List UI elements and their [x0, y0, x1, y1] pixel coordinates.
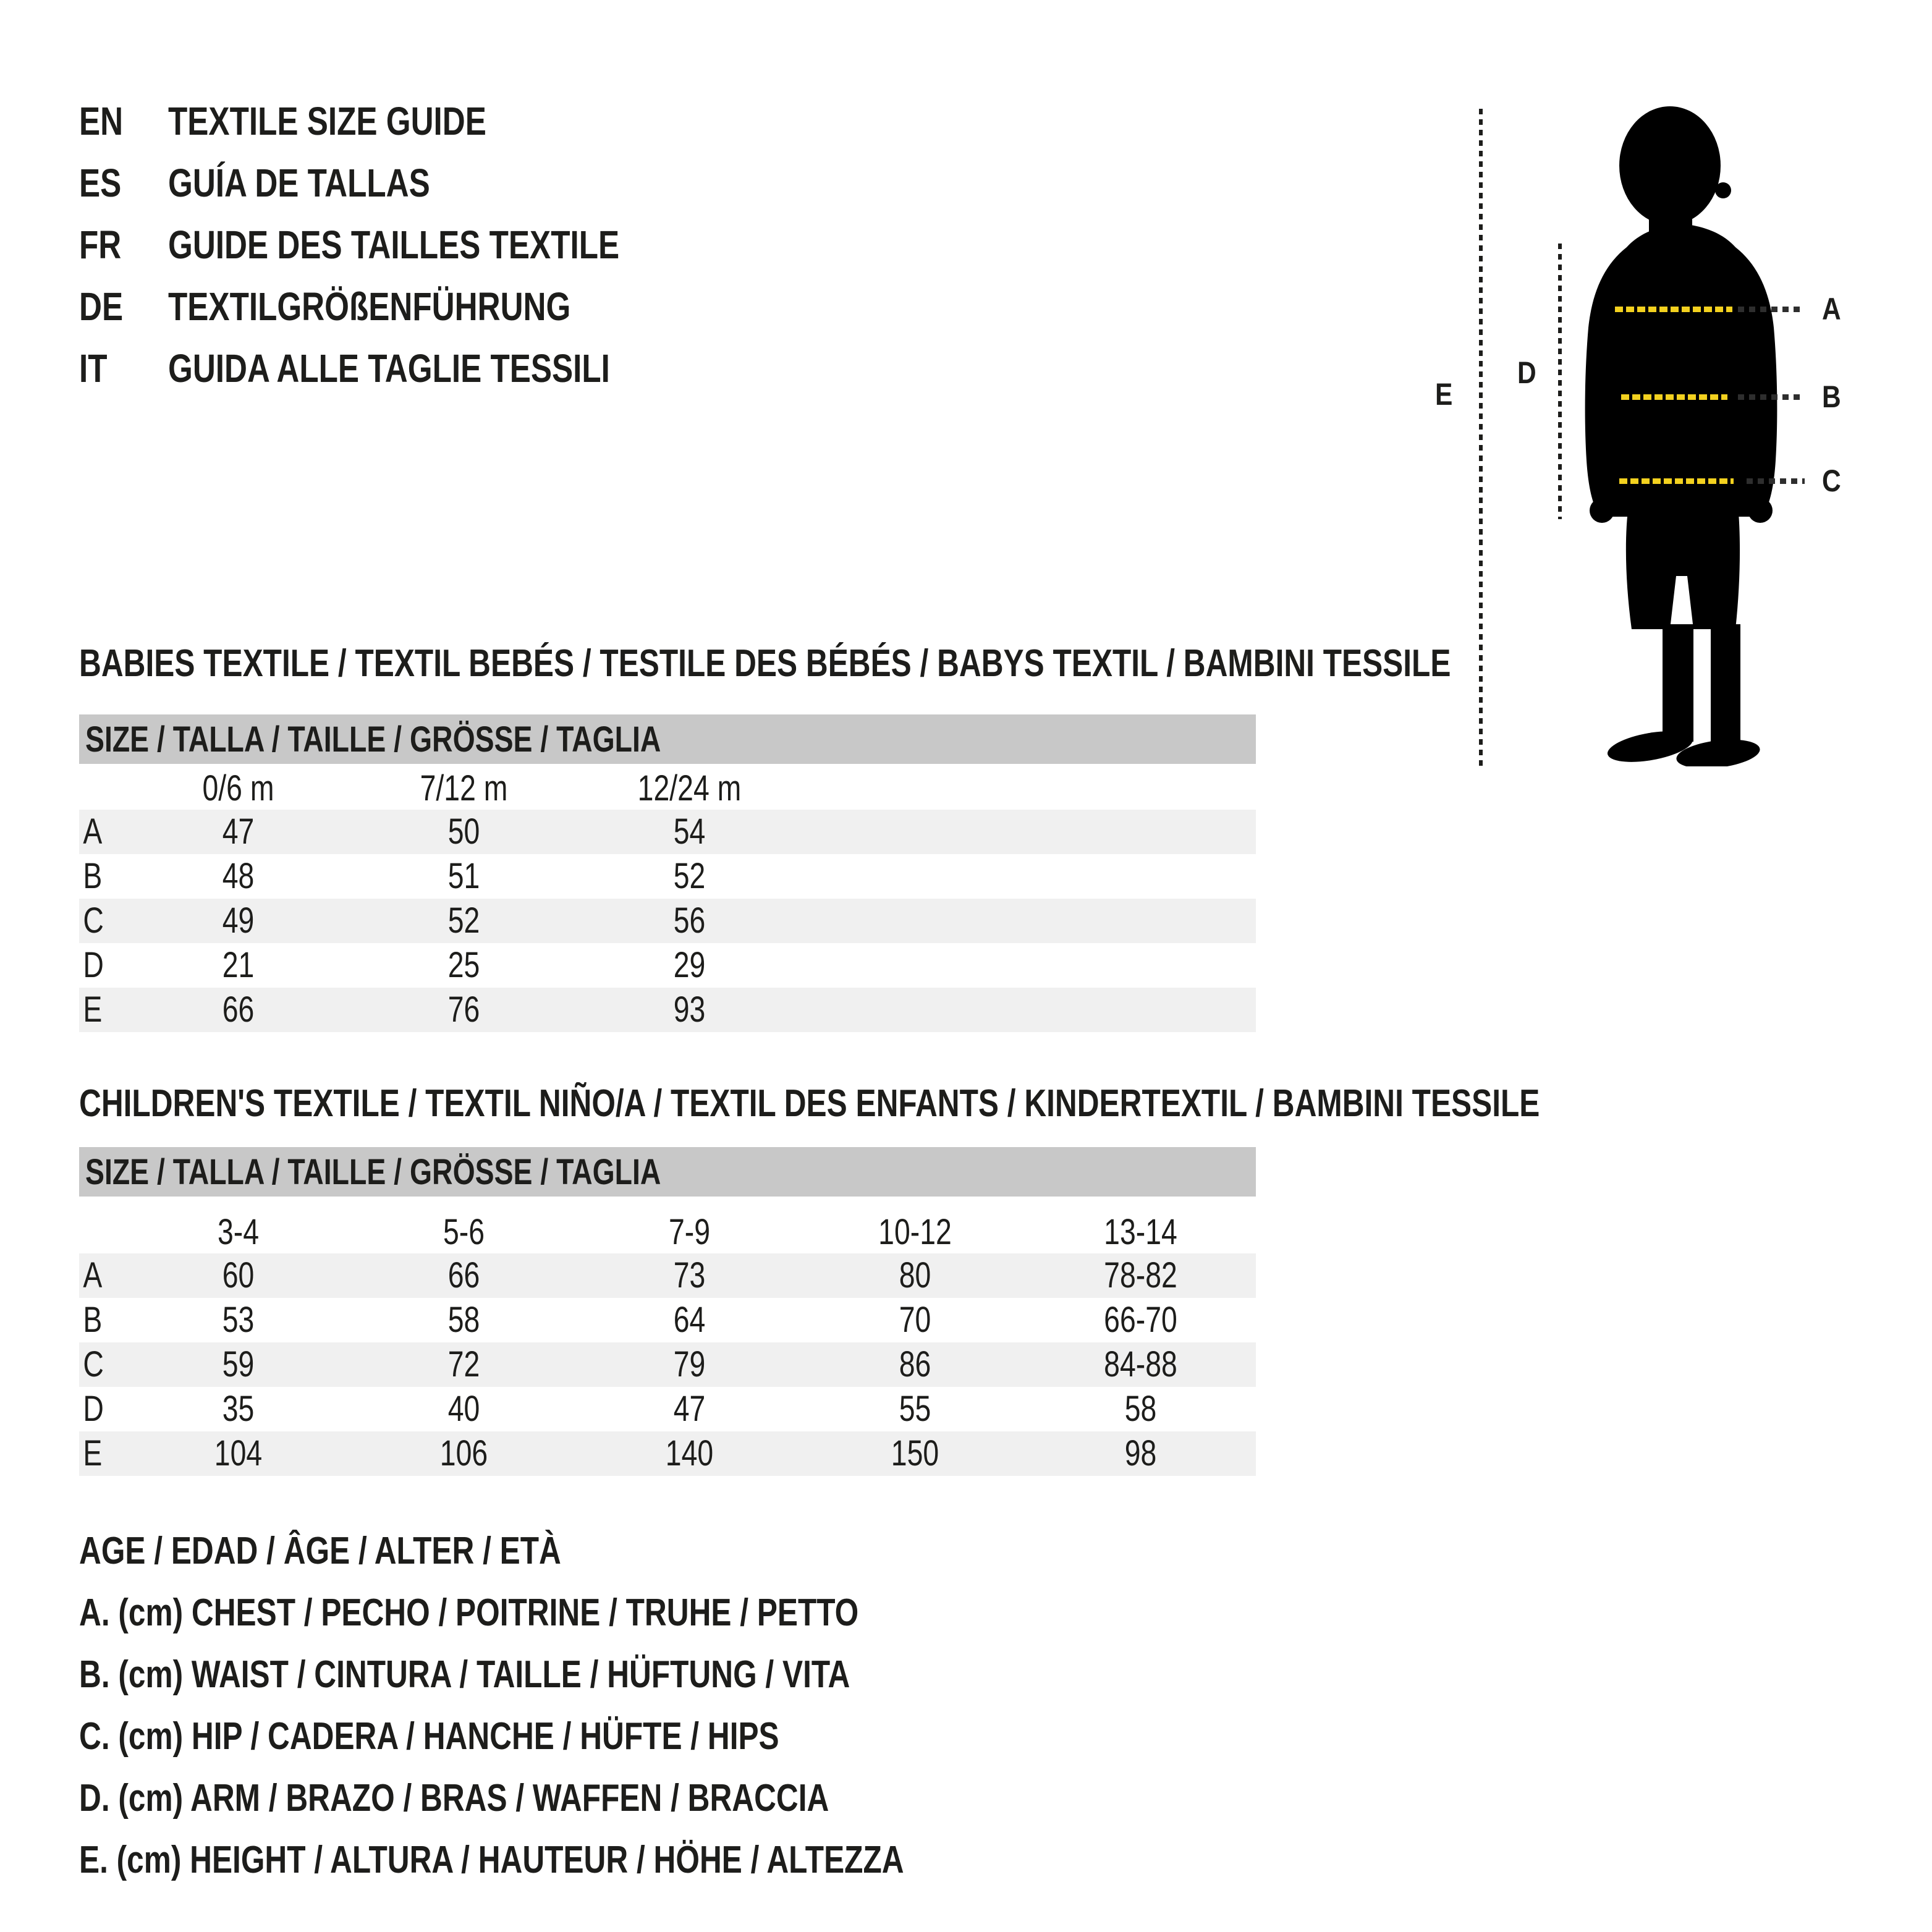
- babies-column-header-row: [79, 768, 1256, 809]
- column-spacer: [79, 1212, 125, 1253]
- language-row: [79, 347, 721, 390]
- language-code: IT: [79, 346, 108, 391]
- waist-line-b-yellow: [1621, 394, 1727, 400]
- cell-value: 54: [673, 811, 706, 852]
- language-code: ES: [79, 161, 122, 205]
- cell-value: 104: [214, 1433, 263, 1473]
- language-title: GUIDE DES TAILLES TEXTILE: [168, 222, 620, 267]
- cell-value: 51: [447, 856, 480, 896]
- table-row: [79, 1342, 1256, 1387]
- cell-value: 66: [447, 1255, 480, 1295]
- cell-value: 64: [673, 1300, 706, 1340]
- column-spacer: [79, 768, 125, 809]
- table-row: [79, 943, 1256, 988]
- cell-value: 55: [899, 1389, 931, 1429]
- language-code: EN: [79, 99, 124, 143]
- cell-value: 140: [665, 1433, 714, 1473]
- cell-value: 40: [447, 1389, 480, 1429]
- size-header-text: SIZE / TALLA / TAILLE / GRÖSSE / TAGLIA: [85, 1151, 661, 1192]
- cell-value: 86: [899, 1344, 931, 1384]
- cell-value: 48: [222, 856, 255, 896]
- legend-row-arm: D. (cm) ARM / BRAZO / BRAS / WAFFEN / BRACCIA: [79, 1777, 829, 1820]
- measure-label-e: E: [1435, 377, 1453, 412]
- cell-value: 70: [899, 1300, 931, 1340]
- column-header: 0/6 m: [202, 768, 274, 808]
- children-column-header-row: [79, 1212, 1256, 1253]
- language-title: TEXTILGRÖßENFÜHRUNG: [168, 284, 571, 329]
- row-label: A: [83, 1255, 103, 1295]
- cell-value: 35: [222, 1389, 255, 1429]
- measure-label-b: B: [1822, 379, 1841, 414]
- child-silhouette: [1570, 105, 1792, 766]
- cell-value: 80: [899, 1255, 931, 1295]
- row-label: C: [83, 1344, 104, 1384]
- row-label: B: [83, 1300, 103, 1340]
- size-header-text: SIZE / TALLA / TAILLE / GRÖSSE / TAGLIA: [85, 719, 661, 760]
- silhouette-nose: [1715, 182, 1731, 198]
- language-row: [79, 100, 566, 143]
- cell-value: 106: [439, 1433, 488, 1473]
- language-title: GUIDA ALLE TAGLIE TESSILI: [168, 346, 610, 391]
- babies-size-header-bar: [79, 714, 1256, 764]
- measure-label-d: D: [1517, 355, 1536, 390]
- silhouette-leg-left: [1663, 624, 1693, 742]
- row-label: E: [83, 1433, 103, 1473]
- silhouette-hand-left: [1590, 498, 1614, 523]
- cell-value: 29: [673, 945, 706, 985]
- language-code: DE: [79, 284, 124, 329]
- cell-value: 25: [447, 945, 480, 985]
- measure-label-c: C: [1822, 464, 1841, 498]
- column-header: 7-9: [668, 1212, 711, 1252]
- cell-value: 78-82: [1104, 1255, 1177, 1295]
- table-row: [79, 810, 1256, 854]
- cell-value: 58: [447, 1300, 480, 1340]
- legend-row-waist: B. (cm) WAIST / CINTURA / TAILLE / HÜFTUNG / VITA: [79, 1653, 850, 1696]
- table-row: [79, 1431, 1256, 1476]
- cell-value: 56: [673, 900, 706, 941]
- silhouette-shorts: [1626, 506, 1740, 629]
- arm-line-d: [1558, 244, 1562, 519]
- legend-row-chest: A. (cm) CHEST / PECHO / POITRINE / TRUHE / PETTO: [79, 1591, 859, 1634]
- table-row: [79, 854, 1256, 899]
- height-line-e: [1479, 109, 1483, 766]
- cell-value: 50: [447, 811, 480, 852]
- language-title: GUÍA DE TALLAS: [168, 161, 430, 205]
- silhouette-hand-right: [1748, 498, 1773, 523]
- silhouette-shirt: [1585, 224, 1777, 517]
- table-row: [79, 1387, 1256, 1431]
- row-label: C: [83, 900, 104, 941]
- column-header: 5-6: [443, 1212, 485, 1252]
- chest-line-a-yellow: [1615, 307, 1732, 312]
- column-header: 12/24 m: [637, 768, 742, 808]
- cell-value: 66: [222, 989, 255, 1030]
- children-section-title: CHILDREN'S TEXTILE / TEXTIL NIÑO/A / TEXTIL DES ENFANTS / KINDERTEXTIL / BAMBINI TESSILE: [79, 1082, 1540, 1125]
- babies-section-title: BABIES TEXTILE / TEXTIL BEBÉS / TESTILE DES BÉBÉS / BABYS TEXTIL / BAMBINI TESSILE: [79, 642, 1451, 685]
- row-label: A: [83, 811, 103, 852]
- hip-line-c-yellow: [1619, 478, 1734, 484]
- measure-label-a: A: [1822, 292, 1841, 326]
- waist-line-b-dark: [1738, 394, 1805, 400]
- cell-value: 47: [673, 1389, 706, 1429]
- language-code: FR: [79, 222, 122, 267]
- legend-row-hip: C. (cm) HIP / CADERA / HANCHE / HÜFTE / HIPS: [79, 1715, 779, 1758]
- cell-value: 76: [447, 989, 480, 1030]
- cell-value: 150: [891, 1433, 939, 1473]
- cell-value: 21: [222, 945, 255, 985]
- cell-value: 52: [673, 856, 706, 896]
- cell-value: 47: [222, 811, 255, 852]
- row-label: E: [83, 989, 103, 1030]
- row-label: D: [83, 945, 104, 985]
- cell-value: 79: [673, 1344, 706, 1384]
- cell-value: 52: [447, 900, 480, 941]
- cell-value: 49: [222, 900, 255, 941]
- row-label: B: [83, 856, 103, 896]
- silhouette-leg-right: [1711, 624, 1740, 748]
- cell-value: 58: [1124, 1389, 1157, 1429]
- table-row: [79, 1253, 1256, 1298]
- legend-row-height: E. (cm) HEIGHT / ALTURA / HAUTEUR / HÖHE / ALTEZZA: [79, 1839, 904, 1881]
- language-row: [79, 223, 732, 266]
- hip-line-c-dark: [1747, 478, 1805, 484]
- language-title: TEXTILE SIZE GUIDE: [168, 99, 486, 143]
- chest-line-a-dark: [1738, 307, 1805, 312]
- column-header: 3-4: [217, 1212, 260, 1252]
- legend-row-age: AGE / EDAD / ÂGE / ALTER / ETÀ: [79, 1530, 561, 1572]
- row-label: D: [83, 1389, 104, 1429]
- cell-value: 73: [673, 1255, 706, 1295]
- cell-value: 66-70: [1104, 1300, 1177, 1340]
- cell-value: 93: [673, 989, 706, 1030]
- cell-value: 60: [222, 1255, 255, 1295]
- cell-value: 72: [447, 1344, 480, 1384]
- table-row: [79, 988, 1256, 1032]
- column-header: 13-14: [1104, 1212, 1177, 1252]
- language-row: [79, 285, 671, 328]
- cell-value: 84-88: [1104, 1344, 1177, 1384]
- column-header: 10-12: [878, 1212, 952, 1252]
- children-size-header-bar: [79, 1147, 1256, 1197]
- cell-value: 53: [222, 1300, 255, 1340]
- table-row: [79, 899, 1256, 943]
- cell-value: 98: [1124, 1433, 1157, 1473]
- column-header: 7/12 m: [420, 768, 508, 808]
- table-row: [79, 1298, 1256, 1342]
- cell-value: 59: [222, 1344, 255, 1384]
- language-row: [79, 161, 496, 205]
